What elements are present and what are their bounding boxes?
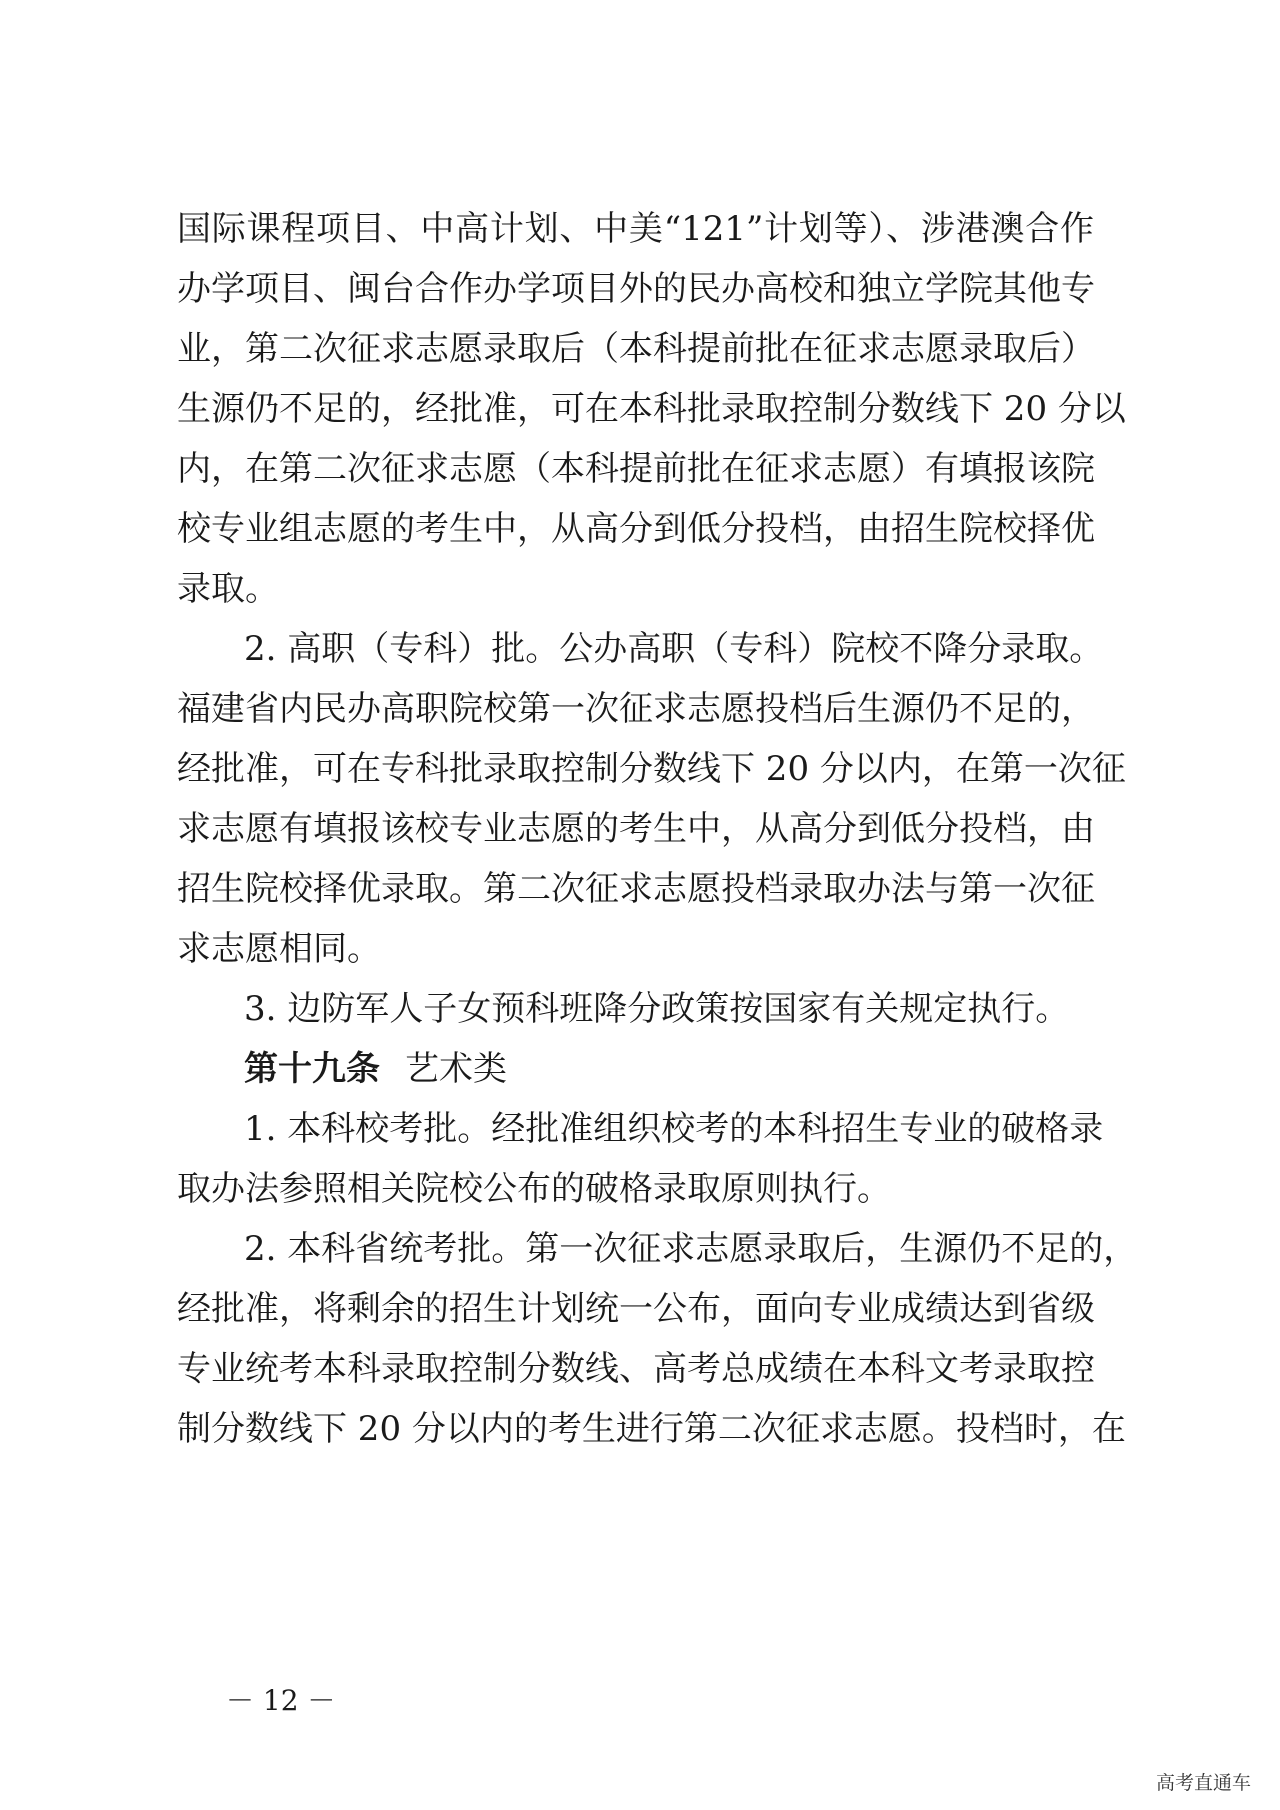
heading-title: 第十九条 (244, 1049, 380, 1089)
text-line: 取办法参照相关院校公布的破格录取原则执行。 (177, 1169, 891, 1209)
text-line: 求志愿相同。 (177, 929, 381, 969)
text-line: 制分数线下 20 分以内的考生进行第二次征求志愿。投档时，在 (177, 1409, 1126, 1449)
text-line: 福建省内民办高职院校第一次征求志愿投档后生源仍不足的， (177, 689, 1095, 729)
text-line: 录取。 (177, 569, 279, 609)
heading-subtitle: 艺术类 (405, 1049, 507, 1089)
text-line: 业，第二次征求志愿录取后（本科提前批在征求志愿录取后） (177, 329, 1095, 369)
text-line: 专业统考本科录取控制分数线、高考总成绩在本科文考录取控 (177, 1349, 1095, 1389)
text-line: 生源仍不足的，经批准，可在本科批录取控制分数线下 20 分以 (177, 389, 1126, 429)
text-line: 求志愿有填报该校专业志愿的考生中，从高分到低分投档，由 (177, 809, 1095, 849)
text-line: 办学项目、闽台合作办学项目外的民办高校和独立学院其他专 (177, 269, 1095, 309)
text-line: 国际课程项目、中高计划、中美“121”计划等）、涉港澳合作 (177, 209, 1094, 249)
text-line: 内，在第二次征求志愿（本科提前批在征求志愿）有填报该院 (177, 449, 1095, 489)
text-line: 1. 本科校考批。经批准组织校考的本科招生专业的破格录 (244, 1109, 1104, 1149)
text-line: 经批准，将剩余的招生计划统一公布，面向专业成绩达到省级 (177, 1289, 1095, 1329)
text-line: 2. 本科省统考批。第一次征求志愿录取后，生源仍不足的， (244, 1229, 1138, 1269)
text-line: 招生院校择优录取。第二次征求志愿投档录取办法与第一次征 (177, 869, 1095, 909)
text-line: 经批准，可在专科批录取控制分数线下 20 分以内，在第一次征 (177, 749, 1126, 789)
page-number: － 12 － (226, 1684, 336, 1717)
text-line: 校专业组志愿的考生中，从高分到低分投档，由招生院校择优 (177, 509, 1095, 549)
text-line: 3. 边防军人子女预科班降分政策按国家有关规定执行。 (244, 989, 1070, 1029)
watermark-text: 高考直通车 (1156, 1772, 1252, 1794)
section-heading (244, 1049, 507, 1089)
text-line: 2. 高职（专科）批。公办高职（专科）院校不降分录取。 (244, 629, 1104, 669)
